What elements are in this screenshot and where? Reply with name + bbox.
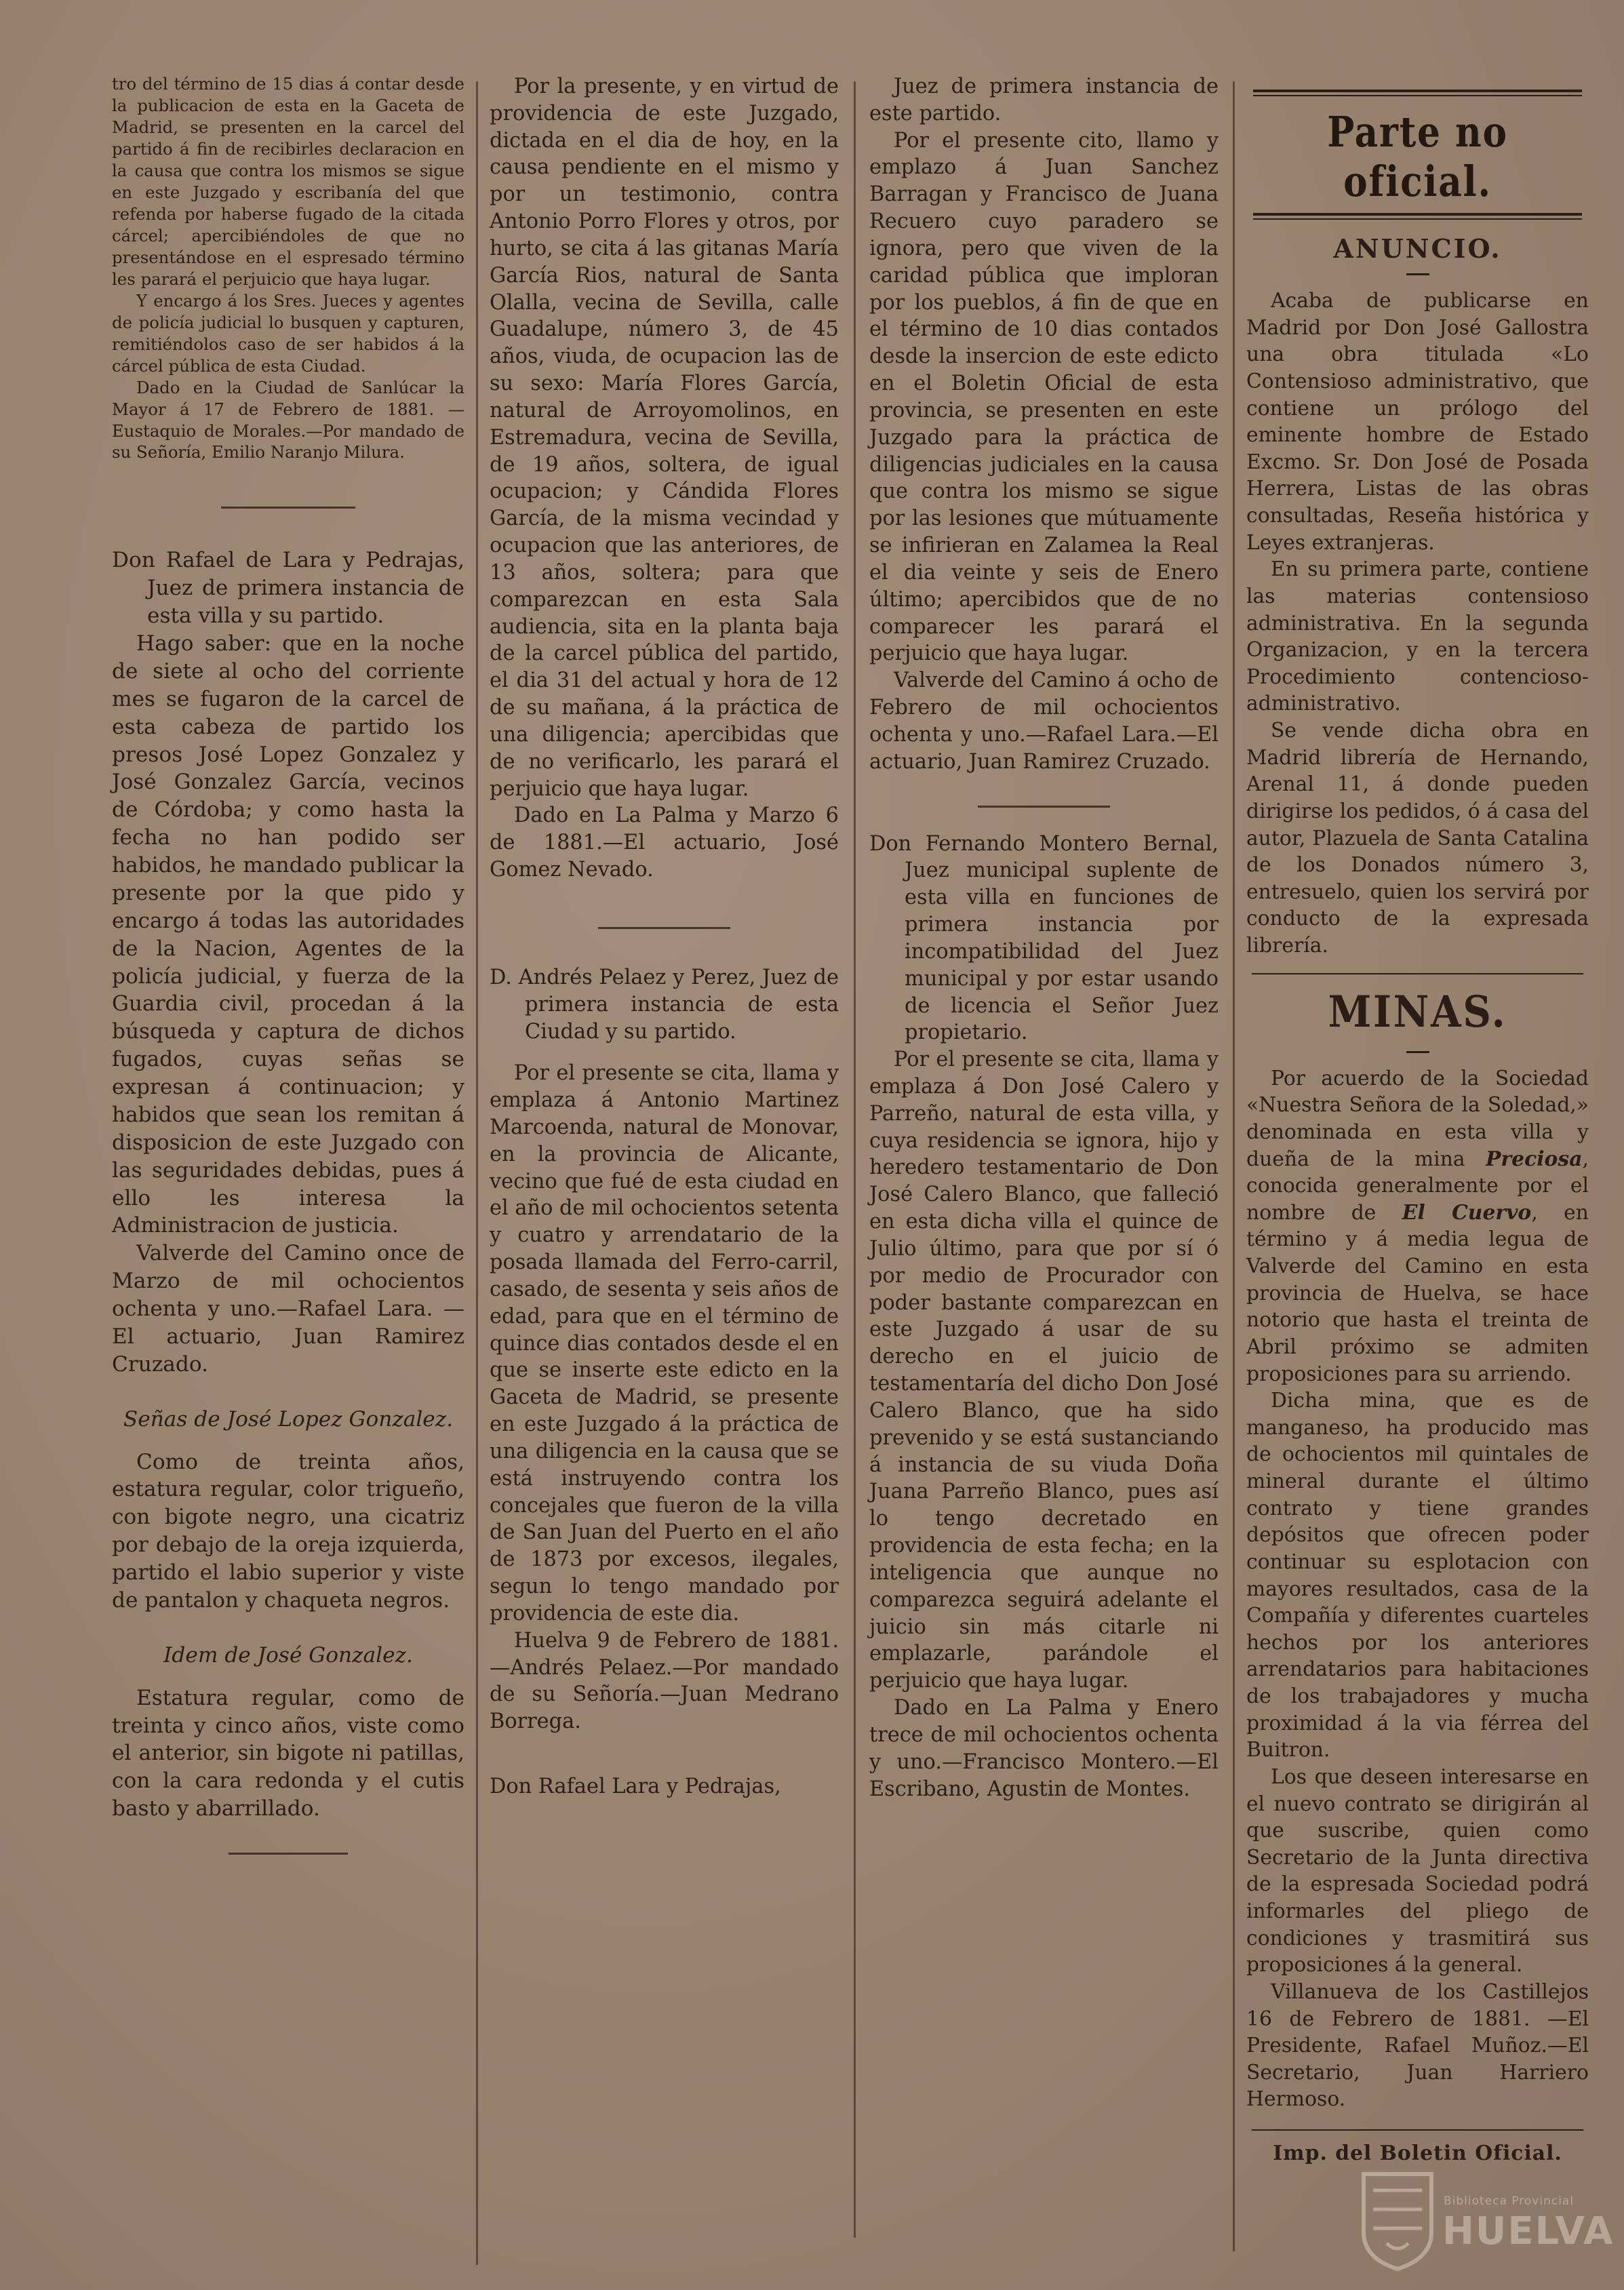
paragraph: Dado en la Ciudad de Sanlúcar la Mayor á 17 de Febrero de 1881. —Eustaquio de Morales.—Por mandado de su Señoría, Emilio Naranjo Milura.	[112, 377, 464, 462]
library-stamp	[1360, 2170, 1615, 2278]
paragraph: Valverde del Camino á ocho de Febrero de mil ochocientos ochenta y uno.—Rafael Lara.—El actuario, Juan Ramirez Cruzado.	[869, 669, 1219, 774]
paragraph: Los que deseen interesarse en el nuevo contrato se dirigirán al que suscribe, quien como Secretario de la Junta directiva de la espresada Sociedad podrá informarles del pliego de condiciones y trasmitirá sus proposiciones á la general.	[1246, 1764, 1589, 1977]
paragraph: Huelva 9 de Febrero de 1881.—Andrés Pelaez.—Por mandado de su Señoría.—Juan Medrano Borrega.	[490, 1628, 839, 1734]
paragraph: Hago saber: que en la noche de siete al ocho del corriente mes se fugaron de la carcel de esta cabeza de partido los presos José Lopez Gonzalez y José Gonzalez García, vecinos de Córdoba; y como hasta la fecha no han podido ser habidos, he mandado publicar la presente por la que pido y encargo á todas las autoridades de la Nacion, Agentes de la policía judicial, y fuerza de la Guardia civil, procedan á la búsqueda y captura de dichos fugados, cuyas señas se expresan á continuacion; y habidos que sean los remitan á disposicion de este Juzgado con las seguridades debidas, pues á ello les interesa la Administracion de justicia.	[112, 631, 464, 1238]
senas-title: Idem de José Gonzalez.	[163, 1642, 413, 1667]
edict-heading: Don Fernando Montero Bernal, Juez municipal suplente de esta villa en funciones de primera instancia por incompatibilidad del Juez municipal y por estar usando de licencia el Señor Juez propietario.	[869, 831, 1219, 1045]
short-dash	[1406, 273, 1429, 275]
column-1	[112, 73, 464, 1884]
column-rule-1	[476, 81, 478, 2265]
text: , conocida generalmente por el nombre de	[1246, 1147, 1589, 1225]
separator-rule	[978, 806, 1111, 808]
edict-heading: Don Rafael de Lara y Pedrajas, Juez de primera instancia de esta villa y su partido.	[112, 548, 464, 629]
paragraph: Estatura regular, como de treinta y cinco años, viste como el anterior, sin bigote ni patillas, con la cara redonda y el cutis basto y abarrillado.	[112, 1685, 464, 1821]
column-rule-3	[1233, 81, 1235, 2251]
separator-rule	[229, 1853, 349, 1855]
shield-icon	[1360, 2170, 1435, 2272]
imprint: Imp. del Boletin Oficial.	[1273, 2141, 1562, 2165]
paragraph: Dado en La Palma y Marzo 6 de 1881.—El actuario, José Gomez Nevado.	[490, 804, 839, 882]
column-2	[490, 73, 839, 1800]
column-rule-2	[854, 81, 856, 2238]
paragraph: Dado en La Palma y Enero trece de mil ochocientos ochenta y uno.—Francisco Montero.—El Escribano, Agustin de Montes.	[869, 1696, 1219, 1801]
paragraph: Por el presente se cita, llama y emplaza á Antonio Martinez Marcoenda, natural de Monovar, en la provincia de Alicante, vecino que fué de esta ciudad en el año de mil ochocientos setenta y cuatro y arrendatario de la posada llamada del Ferro-carril, casado, de sesenta y seis años de edad, para que en el término de quince dias contados desde el en que se inserte este edicto en la Gaceta de Madrid, se presente en este Juzgado á la práctica de una diligencia en la causa que se está instruyendo contra los concejales que fueron de la villa de San Juan del Puerto en el año de 1873 por excesos, ilegales, segun lo tengo mandado por providencia de este dia.	[490, 1061, 839, 1625]
separator-rule	[221, 507, 355, 509]
text: , en término y á media legua de Valverde del Camino en esta provincia de Huelva, se hace notorio que hasta el treinta de Abril próximo se admiten proposiciones para su arriendo.	[1246, 1200, 1589, 1386]
paragraph: Se vende dicha obra en Madrid librería de Hernando, Arenal 11, á donde pueden dirigirse los pedidos, ó á casa del autor, Plazuela de Santa Catalina de los Donados número 3, entresuelo, quien los servirá por conducto de la expresada librería.	[1246, 719, 1589, 958]
paragraph: Acaba de publicarse en Madrid por Don José Gallostra una obra titulada «Lo Contensioso administrativo, que contiene un prólogo del eminente hombre de Estado Excmo. Sr. Don José de Posada Herrera, Listas de las obras consultadas, Reseña histórica y Leyes extranjeras.	[1246, 289, 1589, 555]
mine-alias: El Cuervo	[1402, 1200, 1532, 1225]
stamp-line-2: HUELVA	[1442, 2209, 1615, 2253]
double-rule	[1253, 90, 1582, 96]
paragraph: Como de treinta años, estatura regular, color trigueño, con bigote negro, una cicatriz por debajo de la oreja izquierda, partido el labio superior y viste de pantalon y chaqueta negros.	[112, 1449, 464, 1613]
minas-title: MINAS.	[1328, 986, 1507, 1038]
paragraph	[1246, 1065, 1589, 1388]
column-3	[869, 73, 1219, 1802]
section-title: Parte no oficial.	[1327, 107, 1508, 206]
edict-heading: Don Rafael Lara y Pedrajas,	[490, 1775, 781, 1799]
short-dash	[1406, 1051, 1429, 1053]
continued-edict	[112, 73, 464, 463]
text: Por acuerdo de la Sociedad «Nuestra Señora de la Soledad,» denominada en esta villa y dueña de la mina	[1246, 1066, 1589, 1171]
mine-name: Preciosa	[1486, 1147, 1583, 1171]
divider-rule	[1252, 2129, 1583, 2131]
separator-rule	[598, 927, 731, 929]
paragraph: Por el presente cito, llamo y emplazo á Juan Sanchez Barragan y Francisco de Juana Recuero cuyo paradero se ignora, pero que viven de la caridad pública que imploran por los pueblos, á fin de que en el término de 10 dias contados desde la insercion de este edicto en el Boletin Oficial de esta provincia, se presenten en este Juzgado para la práctica de diligencias judiciales en la causa que contra los mismo se sigue por las lesiones que mútuamente se infirieran en Zalamea la Real el dia veinte y seis de Enero último; apercibidos que de no comparecer les parará el perjuicio que haya lugar.	[869, 128, 1219, 666]
paragraph: Valverde del Camino once de Marzo de mil ochocientos ochenta y uno.—Rafael Lara. —El actuario, Juan Ramirez Cruzado.	[112, 1241, 464, 1377]
column-4	[1246, 90, 1589, 2167]
paragraph: Juez de primera instancia de este partido.	[869, 75, 1219, 125]
paragraph: Villanueva de los Castillejos 16 de Febrero de 1881. —El Presidente, Rafael Muñoz.—El Secretario, Juan Harriero Hermoso.	[1246, 1979, 1589, 2112]
divider-rule	[1252, 973, 1583, 974]
edict-heading: D. Andrés Pelaez y Perez, Juez de primera instancia de esta Ciudad y su partido.	[490, 965, 839, 1044]
paragraph: Por el presente se cita, llama y emplaza á Don José Calero y Parreño, natural de esta villa, y cuya residencia se ignora, hijo y heredero testamentario de Don José Calero Blanco, que falleció en esta dicha villa el quince de Julio último, para que por sí ó por medio de Procurador con poder bastante comparezcan en este Juzgado á usar de su derecho en el juicio de testamentaría del dicho Don José Calero Blanco, que ha sido prevenido y se está sustanciando á instancia de su viuda Doña Juana Parreño Blanco, pues así lo tengo decretado en providencia de esta fecha; en la inteligencia que aunque no comparezca seguirá adelante el juicio sin más citarle ni emplazarle, parándole el perjuicio que haya lugar.	[869, 1048, 1219, 1693]
stamp-line-1: Biblioteca Provincial	[1444, 2194, 1575, 2208]
paragraph: Y encargo á los Sres. Jueces y agentes de policía judicial lo busquen y capturen, remitiéndolos caso de ser habidos á la cárcel pública de esta Ciudad.	[112, 290, 464, 376]
edict-lara-fugados	[112, 547, 464, 1823]
paragraph: tro del término de 15 dias á contar desde la publicacion de esta en la Gaceta de Madrid, se presenten en la carcel del partido á fin de recibirles declaracion en la causa que contra los mismos se sigue en este Juzgado y escribanía del que refenda por haberse fugado de la citada cárcel; apercibiéndoles de que no presentándose en el espresado término les parará el perjuicio que haya lugar.	[112, 74, 464, 289]
anuncio-title: ANUNCIO.	[1333, 233, 1502, 264]
double-rule	[1253, 213, 1582, 220]
senas-title: Señas de José Lopez Gonzalez.	[123, 1406, 454, 1432]
paragraph: En su primera parte, contiene las materias contensioso administrativa. En la segunda Organizacion, y en la tercera Procedimiento contencioso-administrativo.	[1246, 557, 1589, 716]
paragraph: Por la presente, y en virtud de providencia de este Juzgado, dictada en el dia de hoy, en la causa pendiente en el mismo y por un testimonio, contra Antonio Porro Flores y otros, por hurto, se cita á las gitanas María García Rios, natural de Santa Olalla, vecina de Sevilla, calle Guadalupe, número 3, de 45 años, viuda, de ocupacion las de su sexo: María Flores García, natural de Arroyomolinos, en Estremadura, vecina de Sevilla, de 19 años, soltera, de igual ocupacion; y Cándida Flores García, de la misma vecindad y ocupacion que las anteriores, de 13 años, soltera; para que comparezcan en esta Sala audiencia, sita en la planta baja de la carcel pública del partido, el dia 31 del actual y hora de 12 de su mañana, á la práctica de una diligencia; apercibidas que de no verificarlo, les parará el perjuicio que haya lugar.	[490, 75, 839, 801]
paragraph: Dicha mina, que es de manganeso, ha producido mas de ochocientos mil quintales de mineral durante el último contrato y tiene grandes depósitos que ofrecen poder continuar su esplotacion con mayores resultados, casa de la Compañía y diferentes cuarteles hechos por los anteriores arrendatarios para habitaciones de los trabajadores y mucha proximidad á la via férrea del Buitron.	[1246, 1389, 1589, 1762]
